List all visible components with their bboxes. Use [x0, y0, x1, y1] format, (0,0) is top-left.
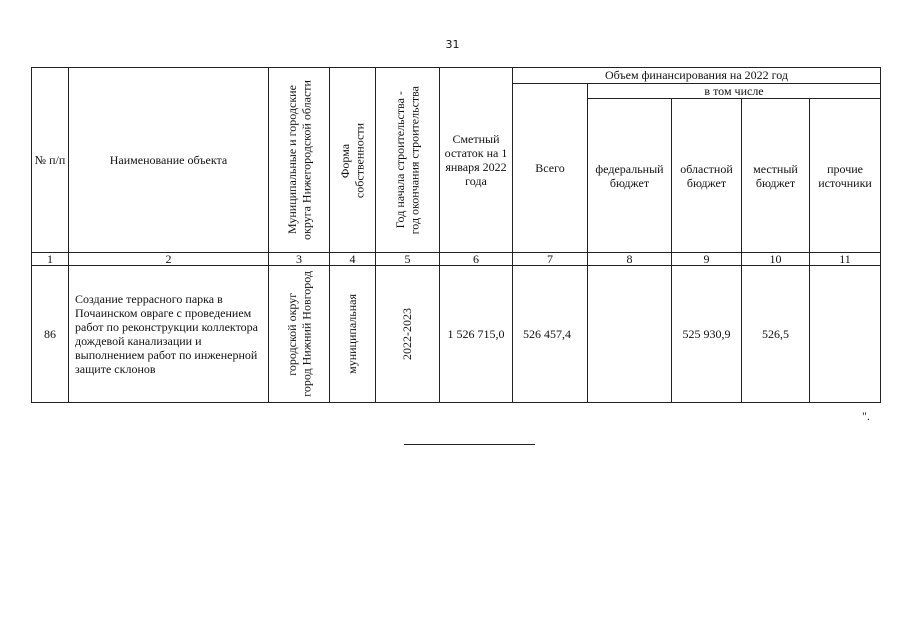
financing-table — [31, 67, 881, 403]
column-number: 8 — [588, 253, 672, 266]
table-row — [32, 266, 881, 403]
header-regional: областной бюджет — [672, 99, 742, 253]
header-ownership: Форма собственности — [330, 68, 376, 253]
row-object-name: Создание террасного парка в Почаинском овраге с проведением работ по реконструкции коллектора дождевой канализации и выполнением работ по инженерной защите склонов — [69, 266, 269, 403]
header-total: Всего — [513, 84, 588, 253]
column-number: 11 — [810, 253, 881, 266]
column-number: 2 — [69, 253, 269, 266]
row-total: 526 457,4 — [513, 266, 588, 403]
row-regional: 525 930,9 — [672, 266, 742, 403]
column-number: 9 — [672, 253, 742, 266]
column-number: 6 — [440, 253, 513, 266]
header-local: местный бюджет — [742, 99, 810, 253]
row-num: 86 — [32, 266, 69, 403]
header-years: Год начала строительства - год окончания строительства — [376, 68, 440, 253]
row-ownership: муниципальная — [330, 266, 376, 403]
header-other: прочие источники — [810, 99, 881, 253]
header-estimate: Сметный остаток на 1 января 2022 года — [440, 68, 513, 253]
header-federal: федеральный бюджет — [588, 99, 672, 253]
header-funding-group: Объем финансирования на 2022 год — [513, 68, 881, 84]
row-municipal: городской округ город Нижний Новгород — [269, 266, 330, 403]
column-number: 4 — [330, 253, 376, 266]
header-num: № п/п — [32, 68, 69, 253]
column-number-row — [32, 253, 881, 266]
row-estimate: 1 526 715,0 — [440, 266, 513, 403]
header-including: в том числе — [588, 84, 881, 99]
column-number: 3 — [269, 253, 330, 266]
row-federal — [588, 266, 672, 403]
column-number: 10 — [742, 253, 810, 266]
column-number: 1 — [32, 253, 69, 266]
row-years: 2022-2023 — [376, 266, 440, 403]
end-rule — [404, 444, 535, 445]
row-local: 526,5 — [742, 266, 810, 403]
header-municipal: Муниципальные и городские округа Нижегородской области — [269, 68, 330, 253]
column-number: 5 — [376, 253, 440, 266]
page-number: 31 — [445, 38, 460, 51]
header-name: Наименование объекта — [69, 68, 269, 253]
column-number: 7 — [513, 253, 588, 266]
row-other — [810, 266, 881, 403]
closing-quote: ". — [862, 409, 870, 423]
